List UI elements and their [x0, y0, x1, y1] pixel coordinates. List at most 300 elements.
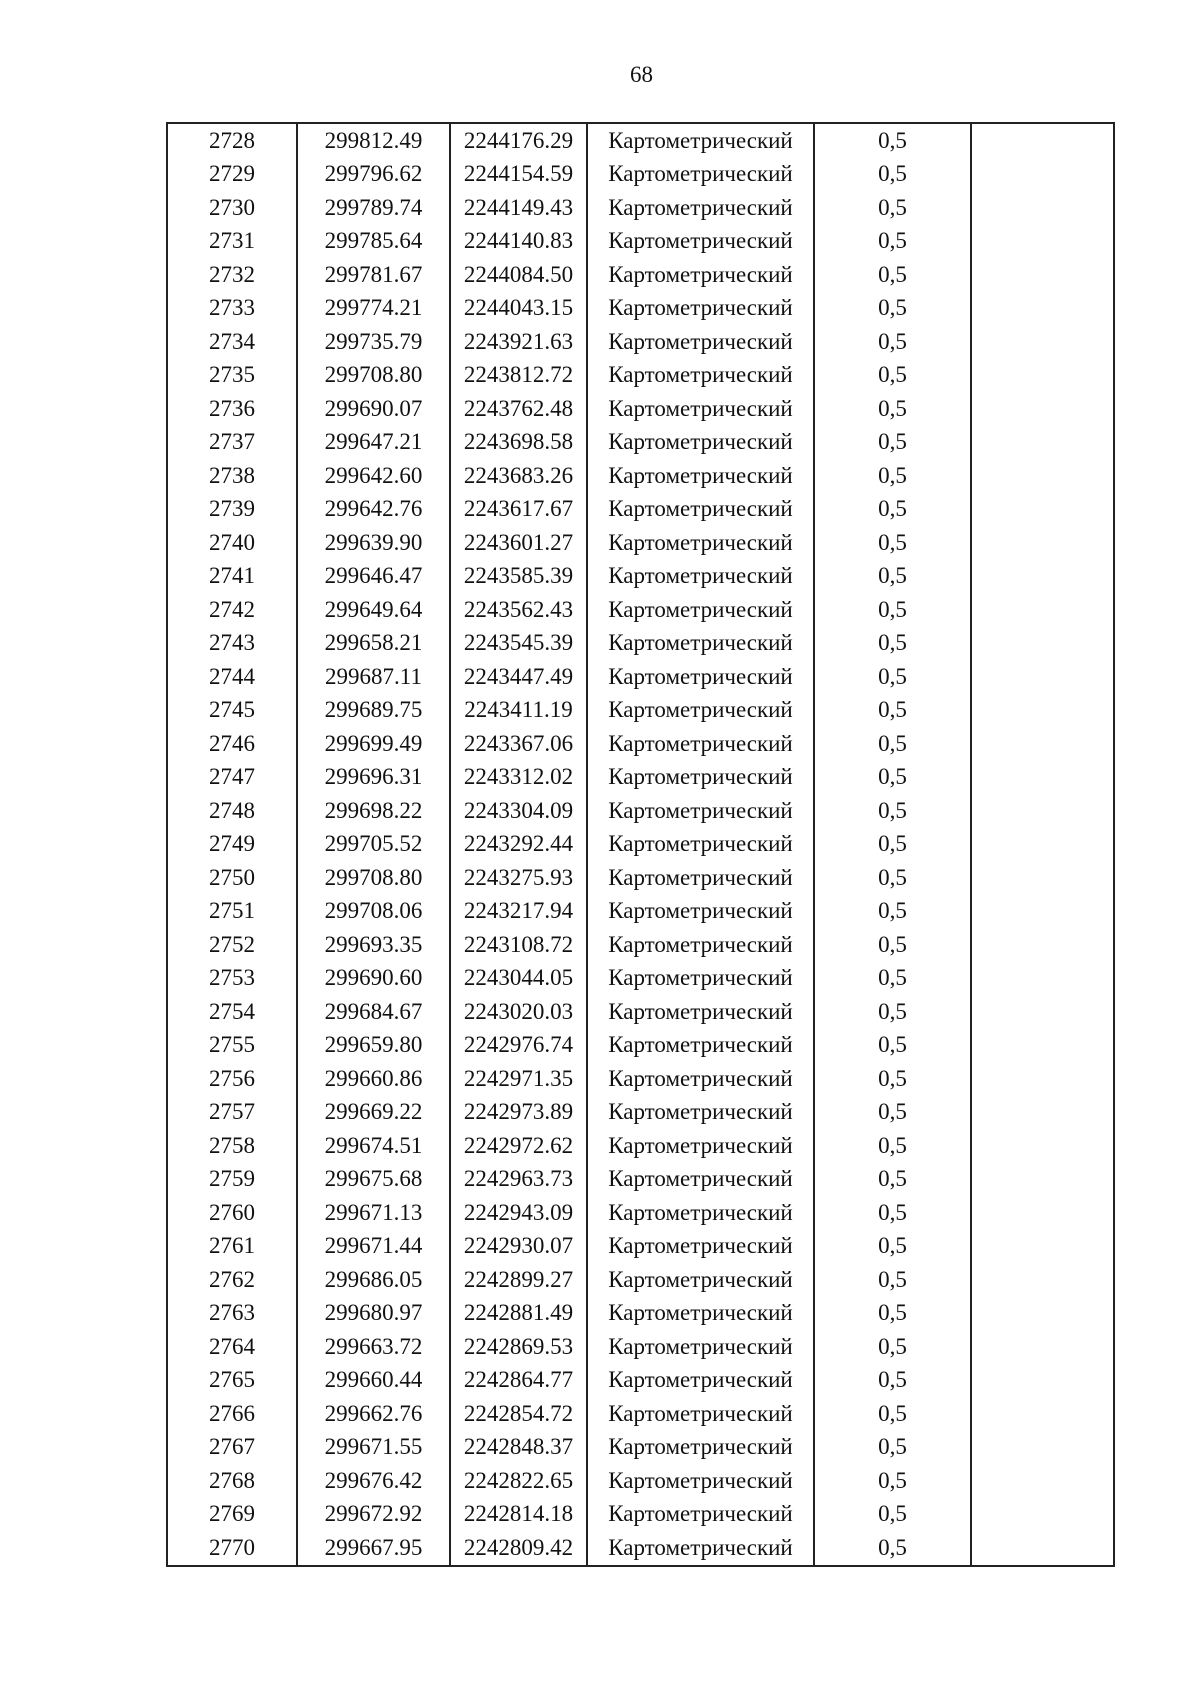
point-number-cell: 2767 [167, 1431, 297, 1465]
y-coordinate-cell: 2243367.06 [450, 727, 587, 761]
point-number-cell: 2747 [167, 761, 297, 795]
point-number-cell: 2765 [167, 1364, 297, 1398]
method-cell: Картометрический [587, 1330, 814, 1364]
accuracy-cell: 0,5 [814, 1397, 971, 1431]
table-row [167, 861, 1114, 895]
method-cell: Картометрический [587, 1096, 814, 1130]
accuracy-cell: 0,5 [814, 895, 971, 929]
method-cell: Картометрический [587, 1196, 814, 1230]
accuracy-cell: 0,5 [814, 292, 971, 326]
table-row [167, 493, 1114, 527]
table-row [167, 1163, 1114, 1197]
x-coordinate-cell: 299671.44 [297, 1230, 450, 1264]
table-row [167, 426, 1114, 460]
method-cell: Картометрический [587, 225, 814, 259]
note-cell [971, 995, 1114, 1029]
accuracy-cell: 0,5 [814, 225, 971, 259]
x-coordinate-cell: 299686.05 [297, 1263, 450, 1297]
y-coordinate-cell: 2242963.73 [450, 1163, 587, 1197]
method-cell: Картометрический [587, 895, 814, 929]
y-coordinate-cell: 2242971.35 [450, 1062, 587, 1096]
x-coordinate-cell: 299785.64 [297, 225, 450, 259]
y-coordinate-cell: 2244154.59 [450, 158, 587, 192]
accuracy-cell: 0,5 [814, 191, 971, 225]
y-coordinate-cell: 2242881.49 [450, 1297, 587, 1331]
point-number-cell: 2748 [167, 794, 297, 828]
point-number-cell: 2740 [167, 526, 297, 560]
y-coordinate-cell: 2243312.02 [450, 761, 587, 795]
accuracy-cell: 0,5 [814, 158, 971, 192]
point-number-cell: 2731 [167, 225, 297, 259]
x-coordinate-cell: 299735.79 [297, 325, 450, 359]
point-number-cell: 2732 [167, 258, 297, 292]
accuracy-cell: 0,5 [814, 660, 971, 694]
accuracy-cell: 0,5 [814, 1062, 971, 1096]
method-cell: Картометрический [587, 995, 814, 1029]
method-cell: Картометрический [587, 526, 814, 560]
table-row [167, 794, 1114, 828]
y-coordinate-cell: 2243217.94 [450, 895, 587, 929]
note-cell [971, 928, 1114, 962]
x-coordinate-cell: 299689.75 [297, 694, 450, 728]
y-coordinate-cell: 2242854.72 [450, 1397, 587, 1431]
x-coordinate-cell: 299708.80 [297, 359, 450, 393]
accuracy-cell: 0,5 [814, 694, 971, 728]
y-coordinate-cell: 2243411.19 [450, 694, 587, 728]
note-cell [971, 1029, 1114, 1063]
y-coordinate-cell: 2243292.44 [450, 828, 587, 862]
x-coordinate-cell: 299642.76 [297, 493, 450, 527]
coordinates-table [166, 122, 1115, 1567]
accuracy-cell: 0,5 [814, 1431, 971, 1465]
note-cell [971, 1397, 1114, 1431]
table-row [167, 392, 1114, 426]
note-cell [971, 292, 1114, 326]
x-coordinate-cell: 299696.31 [297, 761, 450, 795]
table-row [167, 459, 1114, 493]
y-coordinate-cell: 2243108.72 [450, 928, 587, 962]
note-cell [971, 1498, 1114, 1532]
note-cell [971, 1464, 1114, 1498]
method-cell: Картометрический [587, 962, 814, 996]
accuracy-cell: 0,5 [814, 1531, 971, 1566]
coordinates-table-body [167, 123, 1114, 1566]
point-number-cell: 2752 [167, 928, 297, 962]
x-coordinate-cell: 299684.67 [297, 995, 450, 1029]
x-coordinate-cell: 299708.06 [297, 895, 450, 929]
note-cell [971, 526, 1114, 560]
table-row [167, 593, 1114, 627]
method-cell: Картометрический [587, 861, 814, 895]
table-row [167, 962, 1114, 996]
table-row [167, 1531, 1114, 1566]
method-cell: Картометрический [587, 191, 814, 225]
note-cell [971, 1531, 1114, 1566]
x-coordinate-cell: 299693.35 [297, 928, 450, 962]
y-coordinate-cell: 2242943.09 [450, 1196, 587, 1230]
accuracy-cell: 0,5 [814, 1364, 971, 1398]
method-cell: Картометрический [587, 1230, 814, 1264]
note-cell [971, 895, 1114, 929]
method-cell: Картометрический [587, 1431, 814, 1465]
y-coordinate-cell: 2243698.58 [450, 426, 587, 460]
point-number-cell: 2755 [167, 1029, 297, 1063]
x-coordinate-cell: 299662.76 [297, 1397, 450, 1431]
method-cell: Картометрический [587, 627, 814, 661]
accuracy-cell: 0,5 [814, 1230, 971, 1264]
table-row [167, 225, 1114, 259]
table-row [167, 1397, 1114, 1431]
note-cell [971, 1163, 1114, 1197]
accuracy-cell: 0,5 [814, 761, 971, 795]
point-number-cell: 2759 [167, 1163, 297, 1197]
x-coordinate-cell: 299812.49 [297, 123, 450, 158]
accuracy-cell: 0,5 [814, 392, 971, 426]
note-cell [971, 1263, 1114, 1297]
point-number-cell: 2743 [167, 627, 297, 661]
y-coordinate-cell: 2243447.49 [450, 660, 587, 694]
method-cell: Картометрический [587, 1397, 814, 1431]
x-coordinate-cell: 299674.51 [297, 1129, 450, 1163]
note-cell [971, 359, 1114, 393]
point-number-cell: 2728 [167, 123, 297, 158]
note-cell [971, 191, 1114, 225]
y-coordinate-cell: 2243762.48 [450, 392, 587, 426]
note-cell [971, 1129, 1114, 1163]
point-number-cell: 2733 [167, 292, 297, 326]
method-cell: Картометрический [587, 459, 814, 493]
note-cell [971, 325, 1114, 359]
y-coordinate-cell: 2242809.42 [450, 1531, 587, 1566]
point-number-cell: 2739 [167, 493, 297, 527]
method-cell: Картометрический [587, 325, 814, 359]
table-row [167, 1464, 1114, 1498]
table-row [167, 123, 1114, 158]
accuracy-cell: 0,5 [814, 1464, 971, 1498]
accuracy-cell: 0,5 [814, 123, 971, 158]
point-number-cell: 2745 [167, 694, 297, 728]
note-cell [971, 593, 1114, 627]
y-coordinate-cell: 2243812.72 [450, 359, 587, 393]
point-number-cell: 2768 [167, 1464, 297, 1498]
note-cell [971, 392, 1114, 426]
method-cell: Картометрический [587, 1263, 814, 1297]
point-number-cell: 2744 [167, 660, 297, 694]
point-number-cell: 2737 [167, 426, 297, 460]
x-coordinate-cell: 299669.22 [297, 1096, 450, 1130]
y-coordinate-cell: 2242814.18 [450, 1498, 587, 1532]
point-number-cell: 2730 [167, 191, 297, 225]
point-number-cell: 2766 [167, 1397, 297, 1431]
x-coordinate-cell: 299705.52 [297, 828, 450, 862]
accuracy-cell: 0,5 [814, 1029, 971, 1063]
accuracy-cell: 0,5 [814, 1297, 971, 1331]
y-coordinate-cell: 2244084.50 [450, 258, 587, 292]
x-coordinate-cell: 299667.95 [297, 1531, 450, 1566]
y-coordinate-cell: 2242869.53 [450, 1330, 587, 1364]
x-coordinate-cell: 299789.74 [297, 191, 450, 225]
accuracy-cell: 0,5 [814, 995, 971, 1029]
table-row [167, 1498, 1114, 1532]
x-coordinate-cell: 299699.49 [297, 727, 450, 761]
point-number-cell: 2754 [167, 995, 297, 1029]
point-number-cell: 2769 [167, 1498, 297, 1532]
y-coordinate-cell: 2243585.39 [450, 560, 587, 594]
note-cell [971, 560, 1114, 594]
point-number-cell: 2746 [167, 727, 297, 761]
note-cell [971, 258, 1114, 292]
accuracy-cell: 0,5 [814, 627, 971, 661]
accuracy-cell: 0,5 [814, 459, 971, 493]
note-cell [971, 225, 1114, 259]
method-cell: Картометрический [587, 158, 814, 192]
method-cell: Картометрический [587, 794, 814, 828]
x-coordinate-cell: 299676.42 [297, 1464, 450, 1498]
note-cell [971, 627, 1114, 661]
table-row [167, 1330, 1114, 1364]
y-coordinate-cell: 2244149.43 [450, 191, 587, 225]
y-coordinate-cell: 2243562.43 [450, 593, 587, 627]
x-coordinate-cell: 299690.07 [297, 392, 450, 426]
table-row [167, 158, 1114, 192]
table-row [167, 1062, 1114, 1096]
note-cell [971, 459, 1114, 493]
y-coordinate-cell: 2242864.77 [450, 1364, 587, 1398]
x-coordinate-cell: 299774.21 [297, 292, 450, 326]
note-cell [971, 426, 1114, 460]
point-number-cell: 2763 [167, 1297, 297, 1331]
table-row [167, 325, 1114, 359]
point-number-cell: 2738 [167, 459, 297, 493]
accuracy-cell: 0,5 [814, 359, 971, 393]
table-row [167, 694, 1114, 728]
note-cell [971, 761, 1114, 795]
x-coordinate-cell: 299690.60 [297, 962, 450, 996]
note-cell [971, 828, 1114, 862]
point-number-cell: 2764 [167, 1330, 297, 1364]
note-cell [971, 158, 1114, 192]
y-coordinate-cell: 2242973.89 [450, 1096, 587, 1130]
x-coordinate-cell: 299698.22 [297, 794, 450, 828]
method-cell: Картометрический [587, 1029, 814, 1063]
accuracy-cell: 0,5 [814, 727, 971, 761]
note-cell [971, 1062, 1114, 1096]
table-row [167, 761, 1114, 795]
x-coordinate-cell: 299647.21 [297, 426, 450, 460]
page-number: 68 [630, 62, 653, 87]
table-row [167, 1196, 1114, 1230]
point-number-cell: 2750 [167, 861, 297, 895]
method-cell: Картометрический [587, 426, 814, 460]
method-cell: Картометрический [587, 359, 814, 393]
x-coordinate-cell: 299659.80 [297, 1029, 450, 1063]
accuracy-cell: 0,5 [814, 928, 971, 962]
note-cell [971, 123, 1114, 158]
point-number-cell: 2753 [167, 962, 297, 996]
note-cell [971, 1431, 1114, 1465]
method-cell: Картометрический [587, 493, 814, 527]
point-number-cell: 2741 [167, 560, 297, 594]
accuracy-cell: 0,5 [814, 426, 971, 460]
table-row [167, 995, 1114, 1029]
y-coordinate-cell: 2243545.39 [450, 627, 587, 661]
method-cell: Картометрический [587, 1129, 814, 1163]
note-cell [971, 794, 1114, 828]
y-coordinate-cell: 2242976.74 [450, 1029, 587, 1063]
y-coordinate-cell: 2243601.27 [450, 526, 587, 560]
y-coordinate-cell: 2242848.37 [450, 1431, 587, 1465]
table-row [167, 1129, 1114, 1163]
note-cell [971, 727, 1114, 761]
table-row [167, 895, 1114, 929]
accuracy-cell: 0,5 [814, 493, 971, 527]
note-cell [971, 1096, 1114, 1130]
method-cell: Картометрический [587, 1364, 814, 1398]
accuracy-cell: 0,5 [814, 828, 971, 862]
y-coordinate-cell: 2244176.29 [450, 123, 587, 158]
accuracy-cell: 0,5 [814, 1498, 971, 1532]
table-row [167, 1431, 1114, 1465]
x-coordinate-cell: 299649.64 [297, 593, 450, 627]
x-coordinate-cell: 299687.11 [297, 660, 450, 694]
y-coordinate-cell: 2243275.93 [450, 861, 587, 895]
table-row [167, 526, 1114, 560]
method-cell: Картометрический [587, 928, 814, 962]
method-cell: Картометрический [587, 258, 814, 292]
accuracy-cell: 0,5 [814, 1196, 971, 1230]
x-coordinate-cell: 299639.90 [297, 526, 450, 560]
point-number-cell: 2758 [167, 1129, 297, 1163]
note-cell [971, 1330, 1114, 1364]
y-coordinate-cell: 2243683.26 [450, 459, 587, 493]
table-row [167, 560, 1114, 594]
accuracy-cell: 0,5 [814, 1096, 971, 1130]
method-cell: Картометрический [587, 1498, 814, 1532]
y-coordinate-cell: 2244140.83 [450, 225, 587, 259]
table-row [167, 660, 1114, 694]
x-coordinate-cell: 299781.67 [297, 258, 450, 292]
point-number-cell: 2770 [167, 1531, 297, 1566]
y-coordinate-cell: 2243020.03 [450, 995, 587, 1029]
note-cell [971, 694, 1114, 728]
point-number-cell: 2757 [167, 1096, 297, 1130]
table-row [167, 1230, 1114, 1264]
accuracy-cell: 0,5 [814, 1330, 971, 1364]
x-coordinate-cell: 299675.68 [297, 1163, 450, 1197]
table-row [167, 258, 1114, 292]
note-cell [971, 1364, 1114, 1398]
accuracy-cell: 0,5 [814, 526, 971, 560]
table-row [167, 359, 1114, 393]
method-cell: Картометрический [587, 828, 814, 862]
x-coordinate-cell: 299642.60 [297, 459, 450, 493]
method-cell: Картометрический [587, 1062, 814, 1096]
point-number-cell: 2761 [167, 1230, 297, 1264]
x-coordinate-cell: 299671.55 [297, 1431, 450, 1465]
table-row [167, 1096, 1114, 1130]
point-number-cell: 2736 [167, 392, 297, 426]
method-cell: Картометрический [587, 1297, 814, 1331]
method-cell: Картометрический [587, 560, 814, 594]
x-coordinate-cell: 299680.97 [297, 1297, 450, 1331]
point-number-cell: 2762 [167, 1263, 297, 1297]
table-row [167, 828, 1114, 862]
method-cell: Картометрический [587, 593, 814, 627]
point-number-cell: 2734 [167, 325, 297, 359]
table-row [167, 928, 1114, 962]
method-cell: Картометрический [587, 660, 814, 694]
method-cell: Картометрический [587, 1163, 814, 1197]
accuracy-cell: 0,5 [814, 1263, 971, 1297]
table-row [167, 292, 1114, 326]
y-coordinate-cell: 2242822.65 [450, 1464, 587, 1498]
accuracy-cell: 0,5 [814, 258, 971, 292]
point-number-cell: 2760 [167, 1196, 297, 1230]
x-coordinate-cell: 299646.47 [297, 560, 450, 594]
note-cell [971, 1196, 1114, 1230]
x-coordinate-cell: 299660.44 [297, 1364, 450, 1398]
point-number-cell: 2742 [167, 593, 297, 627]
note-cell [971, 493, 1114, 527]
y-coordinate-cell: 2243921.63 [450, 325, 587, 359]
method-cell: Картометрический [587, 761, 814, 795]
accuracy-cell: 0,5 [814, 962, 971, 996]
method-cell: Картометрический [587, 292, 814, 326]
point-number-cell: 2735 [167, 359, 297, 393]
table-row [167, 1364, 1114, 1398]
note-cell [971, 1297, 1114, 1331]
y-coordinate-cell: 2242930.07 [450, 1230, 587, 1264]
note-cell [971, 1230, 1114, 1264]
accuracy-cell: 0,5 [814, 560, 971, 594]
y-coordinate-cell: 2242972.62 [450, 1129, 587, 1163]
table-row [167, 727, 1114, 761]
y-coordinate-cell: 2243304.09 [450, 794, 587, 828]
y-coordinate-cell: 2242899.27 [450, 1263, 587, 1297]
method-cell: Картометрический [587, 1464, 814, 1498]
note-cell [971, 861, 1114, 895]
table-row [167, 1297, 1114, 1331]
y-coordinate-cell: 2244043.15 [450, 292, 587, 326]
accuracy-cell: 0,5 [814, 861, 971, 895]
accuracy-cell: 0,5 [814, 593, 971, 627]
accuracy-cell: 0,5 [814, 1129, 971, 1163]
x-coordinate-cell: 299708.80 [297, 861, 450, 895]
method-cell: Картометрический [587, 727, 814, 761]
x-coordinate-cell: 299658.21 [297, 627, 450, 661]
table-row [167, 1263, 1114, 1297]
method-cell: Картометрический [587, 694, 814, 728]
x-coordinate-cell: 299660.86 [297, 1062, 450, 1096]
point-number-cell: 2729 [167, 158, 297, 192]
point-number-cell: 2749 [167, 828, 297, 862]
table-row [167, 1029, 1114, 1063]
table-row [167, 627, 1114, 661]
x-coordinate-cell: 299663.72 [297, 1330, 450, 1364]
point-number-cell: 2756 [167, 1062, 297, 1096]
accuracy-cell: 0,5 [814, 1163, 971, 1197]
x-coordinate-cell: 299671.13 [297, 1196, 450, 1230]
accuracy-cell: 0,5 [814, 325, 971, 359]
accuracy-cell: 0,5 [814, 794, 971, 828]
point-number-cell: 2751 [167, 895, 297, 929]
method-cell: Картометрический [587, 123, 814, 158]
table-row [167, 191, 1114, 225]
note-cell [971, 962, 1114, 996]
y-coordinate-cell: 2243044.05 [450, 962, 587, 996]
y-coordinate-cell: 2243617.67 [450, 493, 587, 527]
note-cell [971, 660, 1114, 694]
